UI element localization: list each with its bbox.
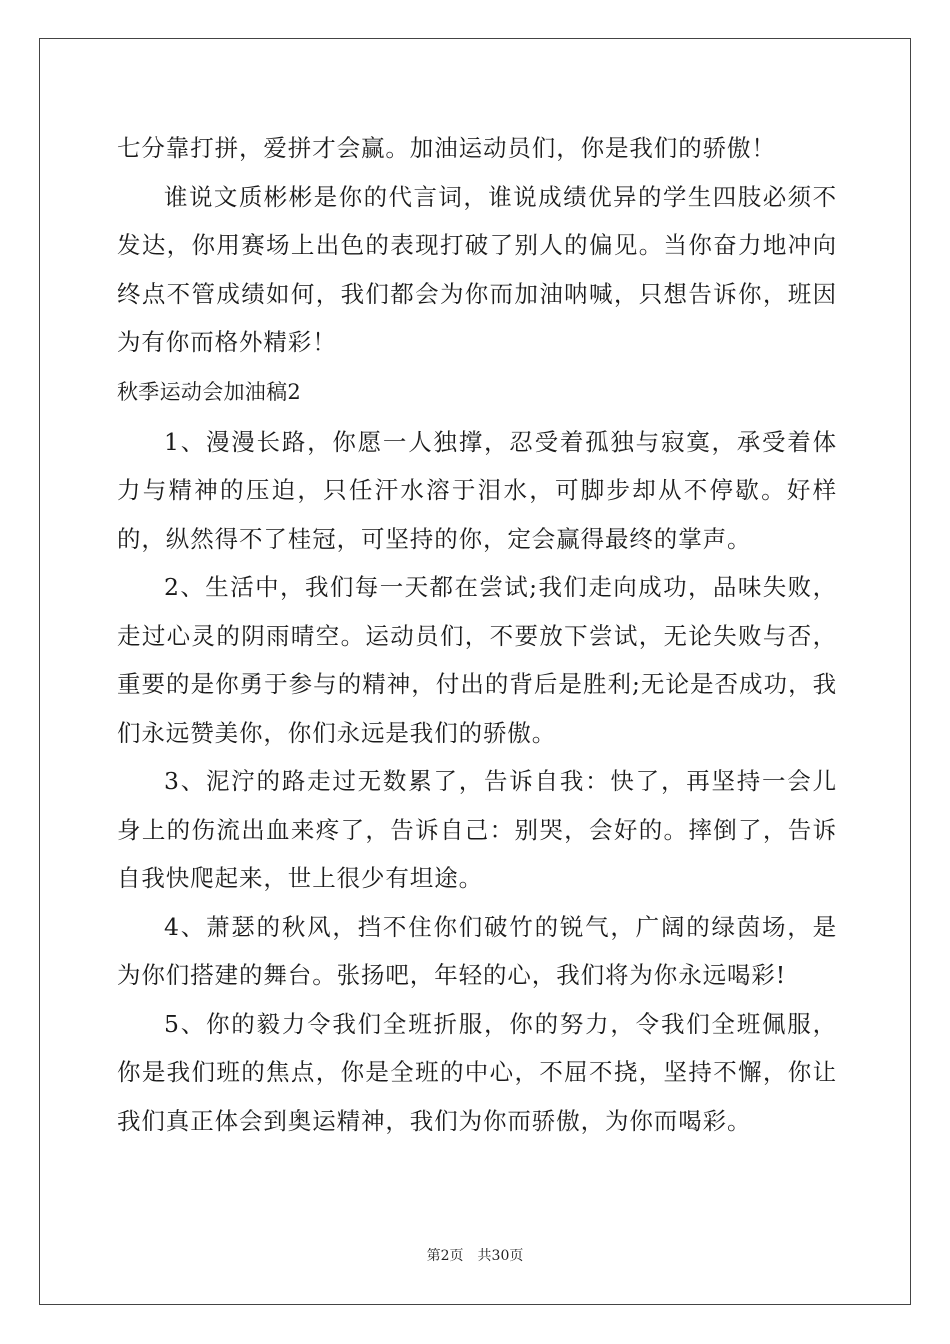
document-body xyxy=(117,124,837,1145)
paragraph: 1、漫漫长路，你愿一人独撑，忍受着孤独与寂寞，承受着体力与精神的压迫，只任汗水溶于泪水，可脚步却从不停歇。好样的，纵然得不了桂冠，可坚持的你，定会赢得最终的掌声。 xyxy=(117,427,837,553)
paragraph: 谁说文质彬彬是你的代言词，谁说成绩优异的学生四肢必须不发达，你用赛场上出色的表现打破了别人的偏见。当你奋力地冲向终点不管成绩如何，我们都会为你而加油呐喊，只想告诉你，班因为有你而格外精彩！ xyxy=(117,182,837,356)
section-heading: 秋季运动会加油稿2 xyxy=(117,379,302,404)
paragraph-continuation: 七分靠打拼，爱拼才会赢。加油运动员们，你是我们的骄傲！ xyxy=(117,134,776,162)
page-number: 第2页 xyxy=(426,1248,464,1264)
paragraph: 5、你的毅力令我们全班折服，你的努力，令我们全班佩服，你是我们班的焦点，你是全班的中心，不屈不挠，坚持不懈，你让我们真正体会到奥运精神，我们为你而骄傲，为你而喝彩。 xyxy=(117,1009,837,1135)
page-footer xyxy=(0,1245,950,1265)
paragraph: 2、生活中，我们每一天都在尝试;我们走向成功，品味失败，走过心灵的阴雨晴空。运动员们，不要放下尝试，无论失败与否，重要的是你勇于参与的精神，付出的背后是胜利;无论是否成功，我们永远赞美你，你们永远是我们的骄傲。 xyxy=(117,573,837,747)
paragraph: 4、萧瑟的秋风，挡不住你们破竹的锐气，广阔的绿茵场，是为你们搭建的舞台。张扬吧，年轻的心，我们将为你永远喝彩! xyxy=(117,912,837,989)
total-pages: 共30页 xyxy=(477,1248,524,1264)
paragraph: 3、泥泞的路走过无数累了，告诉自我：快了，再坚持一会儿身上的伤流出血来疼了，告诉自己：别哭，会好的。摔倒了，告诉自我快爬起来，世上很少有坦途。 xyxy=(117,767,837,892)
